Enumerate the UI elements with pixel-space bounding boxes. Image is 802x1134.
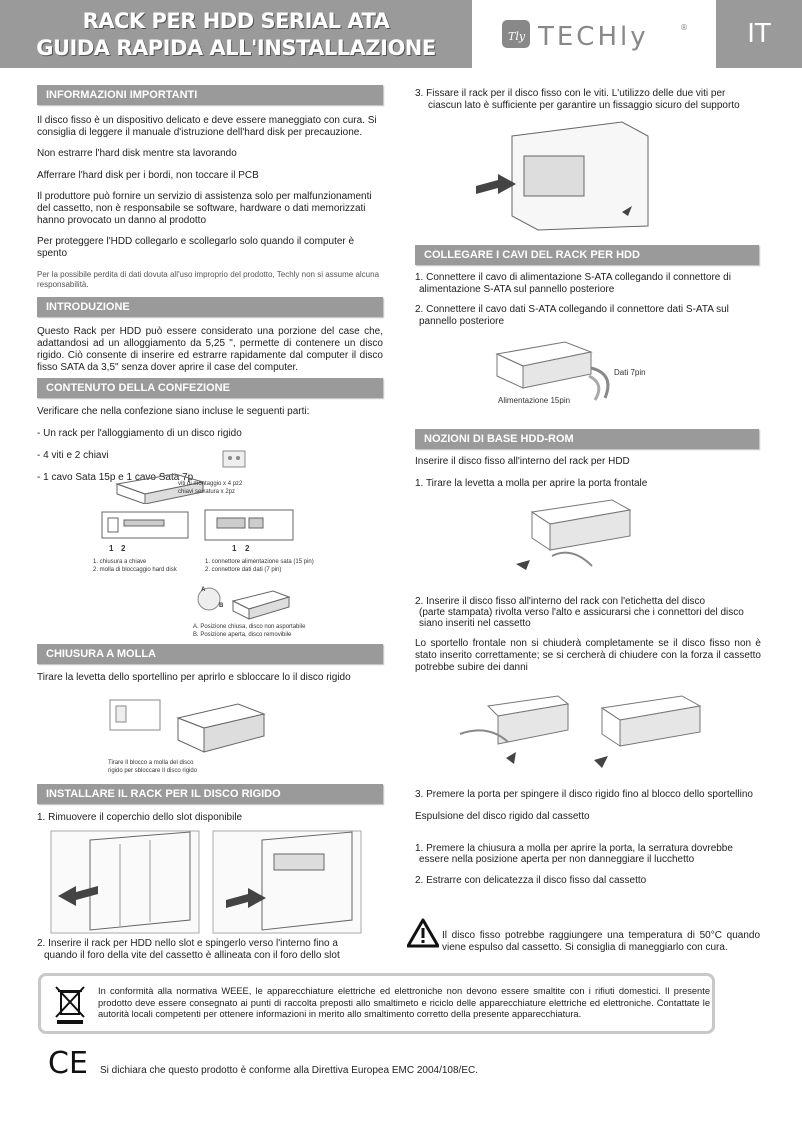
chiusura-section: [37, 644, 383, 684]
temperature-warning: Il disco fisso potrebbe raggiungere una temperatura di 50°C quando viene espulso dal cassetto. Si consiglia di maneggiarlo con cura.: [442, 930, 760, 953]
collegare-section: [415, 245, 759, 328]
case-cover-removal-illustration-icon: [50, 830, 200, 934]
insert-disk-illustration-icon: [458, 694, 570, 774]
fig-front-label-2: 2. molla di bloccaggio hard disk: [93, 567, 177, 573]
right-step-3b: ciascun lato è sufficiente per garantire un fissaggio sicuro del supporto: [428, 100, 740, 111]
brand-text: TECHly: [538, 22, 649, 52]
nozioni-step-2b: (parte stampata) rivolta verso l'alto e assicurarsi che i connettori del disco: [419, 607, 744, 618]
weee-text: In conformità alla normativa WEEE, le apparecchiature elettriche ed elettroniche non devono essere smaltite con i rifiuti domestici. Il presente prodotto deve essere consegnato ai punti di raccolta preposti allo smaltimeto e riciclo delle apparecchiature elettriche ed elettroniche. Contattate le autorità locali competenti per ottenere informazioni in merito allo smaltimento corretto della presente apparecchiatura.: [98, 986, 710, 1019]
chiusura-paragraph: Tirare la levetta dello sportellino per aprirlo e sbloccare lo il disco rigido: [37, 672, 351, 683]
spring-lock-illustration-icon: [108, 696, 268, 760]
info-paragraph-5: Per proteggere l'HDD collegarlo e scollegarlo solo quando il computer è spento: [37, 236, 355, 259]
rack-back-view-icon: [203, 508, 295, 542]
espulsione-step-1b: essere nella posizione aperta per non danneggiare il lucchetto: [419, 854, 695, 865]
page-header: [0, 0, 802, 68]
rack-lock-illustration-icon: [193, 583, 293, 621]
info-paragraph-4: Il produttore può fornire un servizio di assistenza solo per malfunzionamenti del cassetto, non è responsabile se software, hardware o dati memorizzati hanno provocato un danno al prodotto: [37, 191, 372, 226]
fig-lock-b-label: B: [219, 603, 224, 609]
fig-lock-label-a: A. Posizione chiusa, disco non asportabile: [193, 624, 306, 630]
fig-chiusura-label-2: rigido per sbloccare Il disco rigido: [108, 768, 198, 774]
rack-illustration-icon: [115, 472, 205, 504]
section-title-contenuto: CONTENUTO DELLA CONFEZIONE: [37, 378, 383, 398]
fig-dati-label: Dati 7pin: [614, 368, 646, 377]
contenuto-intro: Verificare che nella confezione siano incluse le seguenti parti:: [37, 406, 310, 417]
nozioni-warning-paragraph: Lo sportello frontale non si chiuderà completamente se il disco fisso non è stato inserito correttamente; se si cercherà di chiudere con la forza il cassetto potrebbe subire dei danni: [415, 638, 761, 673]
nozioni-step-2a: 2. Inserire il disco fisso all'interno del rack con l'etichetta del disco: [415, 596, 706, 607]
svg-text:CE: CE: [48, 1047, 88, 1077]
info-paragraph-3: Afferrare l'hard disk per i bordi, non toccare il PCB: [37, 170, 259, 181]
rack-front-view-icon: [100, 510, 190, 540]
fig-front-num-1: 1: [109, 544, 114, 553]
warning-icon: [407, 918, 439, 948]
header-title-panel: [0, 0, 472, 68]
collegare-step-2b: pannello posteriore: [419, 316, 505, 327]
info-paragraph-2: Non estrarre l'hard disk mentre sta lavorando: [37, 148, 237, 159]
weee-notice-box: [38, 973, 715, 1034]
installare-step-1: 1. Rimuovere il coperchio dello slot disponibile: [37, 812, 243, 823]
right-step-3a: 3. Fissare il rack per il disco fisso con le viti. L'utilizzo delle due viti per: [415, 88, 726, 99]
push-door-illustration-icon: [592, 694, 704, 774]
svg-text:Tly: Tly: [508, 30, 526, 43]
techly-logo-icon: [472, 0, 716, 68]
ce-declaration: Si dichiara che questo prodotto è conforme alla Direttiva Europea EMC 2004/108/EC.: [100, 1065, 478, 1076]
section-title-collegare: COLLEGARE I CAVI DEL RACK PER HDD: [415, 245, 759, 265]
section-title-chiusura: CHIUSURA A MOLLA: [37, 644, 383, 664]
installare-step-2a: 2. Inserire il rack per HDD nello slot e spingerlo verso l'interno fino a: [37, 938, 338, 949]
contenuto-item-3: - 1 cavo Sata 15p e 1 cavo Sata 7p: [37, 472, 194, 483]
left-column: [37, 85, 383, 484]
collegare-step-1b: alimentazione S-ATA sul pannello posteriore: [419, 284, 615, 295]
brand-registered-mark: ®: [680, 23, 688, 32]
fig-lock-a-label: A: [201, 587, 206, 593]
screws-keys-icon: [220, 448, 250, 472]
header-title-line1: RACK PER HDD SERIAL ATA: [82, 9, 390, 33]
fig-chiusura-label-1: Tirare Il blocco a molla del disco: [108, 760, 194, 766]
fig-screws-label-1: viti di montaggio x 4 pz2: [178, 481, 243, 487]
fig-screws-label-2: chiavi serratura x 2pz: [178, 489, 236, 495]
installare-section: [37, 784, 383, 824]
brand-logo: [472, 0, 716, 68]
rack-insert-illustration-icon: [212, 830, 362, 934]
rack-screw-fixing-illustration-icon: [472, 116, 652, 234]
contenuto-item-2: - 4 viti e 2 chiavi: [37, 450, 109, 461]
header-title-line2: GUIDA RAPIDA ALL'INSTALLAZIONE: [36, 36, 436, 60]
espulsione-step-1a: 1. Premere la chiusura a molla per aprire la porta, la serratura dovrebbe: [415, 843, 733, 854]
open-front-door-illustration-icon: [512, 496, 632, 576]
fig-front-num-2: 2: [121, 544, 126, 553]
info-disclaimer: Per la possibile perdita di dati dovuta all'uso improprio del prodotto, Techly non si assume alcuna responsabilità.: [37, 270, 380, 289]
nozioni-step-2c: siano inseriti nel cassetto: [419, 618, 531, 629]
collegare-step-2a: 2. Connettere il cavo dati S-ATA collegando il connettore dati S-ATA sul: [415, 304, 729, 315]
language-badge: IT: [716, 0, 802, 68]
contenuto-item-1: - Un rack per l'alloggiamento di un disco rigido: [37, 428, 242, 439]
fig-alimentazione-label: Alimentazione 15pin: [498, 396, 571, 405]
info-paragraph-1: Il disco fisso è un dispositivo delicato e deve essere maneggiato con cura. Si consiglia di leggere il manuale d'istruzione dell'hard disk per precauzione.: [37, 115, 377, 138]
espulsione-title: Espulsione del disco rigido dal cassetto: [415, 811, 590, 822]
fig-back-num-2: 2: [245, 544, 250, 553]
fig-back-label-1: 1. connettore alimentazione sata (15 pin): [205, 559, 314, 565]
nozioni-intro: Inserire il disco fisso all'interno del rack per HDD: [415, 456, 630, 467]
section-title-informazioni: INFORMAZIONI IMPORTANTI: [37, 85, 383, 105]
fig-lock-label-b: B. Posizione aperta, disco removibile: [193, 632, 292, 638]
fig-back-label-2: 2. connettore dati dati (7 pin): [205, 567, 282, 573]
ce-mark-icon: [48, 1047, 88, 1077]
installare-step-2b: quando il foro della vite del cassetto è allineata con il foro dello slot: [44, 950, 340, 961]
nozioni-step-1: 1. Tirare la levetta a molla per aprire la porta frontale: [415, 478, 648, 489]
section-title-nozioni: NOZIONI DI BASE HDD-ROM: [415, 429, 759, 449]
section-title-introduzione: INTRODUZIONE: [37, 297, 383, 317]
section-title-installare: INSTALLARE IL RACK PER IL DISCO RIGIDO: [37, 784, 383, 804]
fig-front-label-1: 1. chiusura a chiave: [93, 559, 147, 565]
weee-bin-icon: [53, 984, 87, 1026]
fig-back-num-1: 1: [232, 544, 237, 553]
espulsione-step-2: 2. Estrarre con delicatezza il disco fisso dal cassetto: [415, 875, 647, 886]
collegare-step-1a: 1. Connettere il cavo di alimentazione S-ATA collegando il connettore di: [415, 272, 731, 283]
intro-paragraph: Questo Rack per HDD può essere considerato una porzione del case che, adattandosi ad un alloggiamento da 5,25 ", permette di contenere un disco rigido. Ciò consente di inserire ed estrarre rapidamente dal computer il disco fisso SATA da 3,5" senza dover aprire il case del computer.: [37, 326, 383, 373]
nozioni-step-3: 3. Premere la porta per spingere il disco rigido fino al blocco dello sportellino: [415, 789, 753, 800]
nozioni-section: [415, 429, 759, 490]
